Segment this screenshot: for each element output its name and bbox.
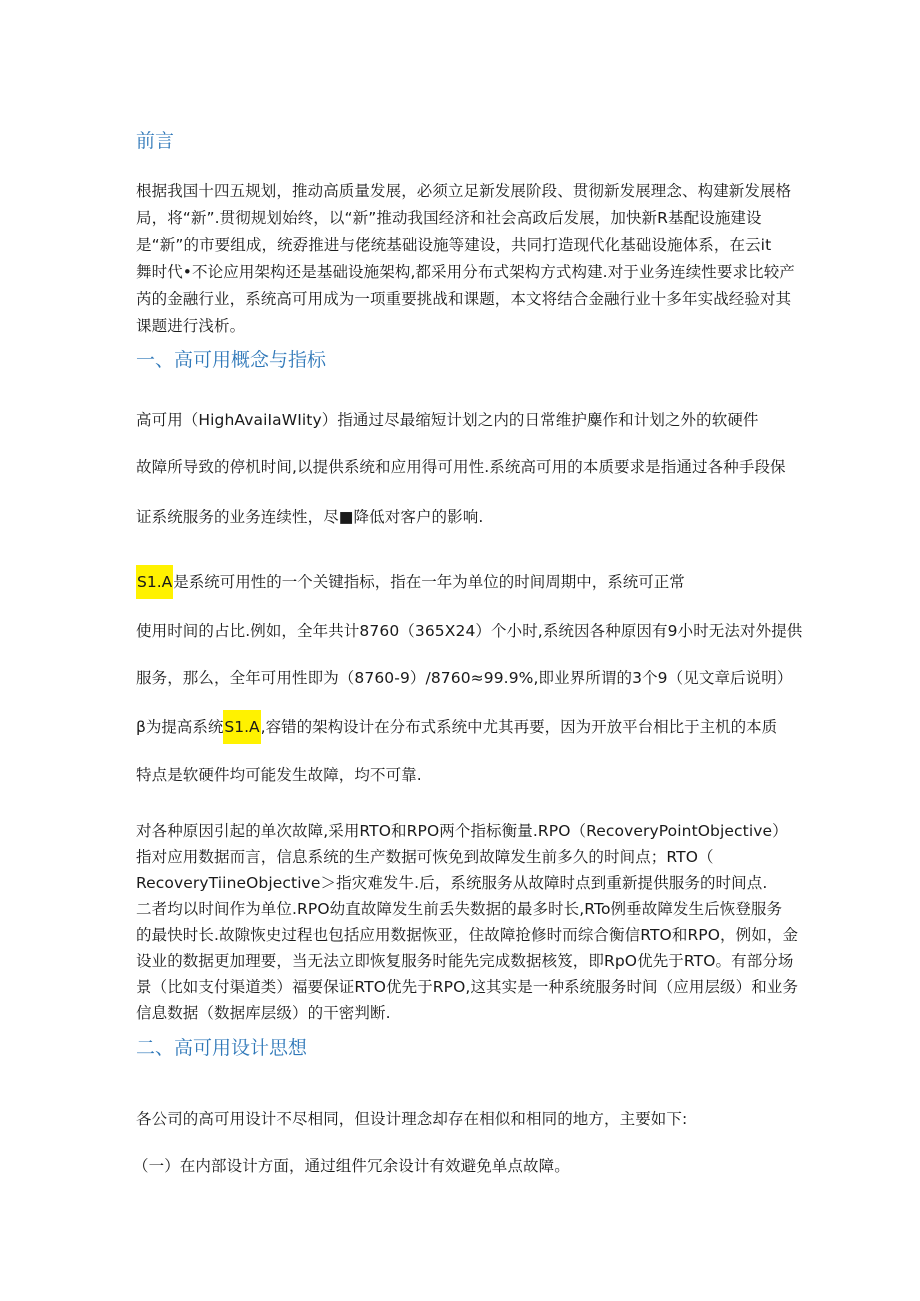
s1-p2-line-4-pre: β为提高系统 bbox=[136, 718, 224, 736]
s2-paragraph-1: 各公司的高可用设计不尽相同，但设计理念却存在相似和相同的地方，主要如下: bbox=[136, 1110, 688, 1128]
s1-p3-line-3: RecoveryTiineObjective＞指灾难发牛.后，系统服务从故障时点到重新提供服务的时间点. bbox=[136, 874, 768, 892]
s1-p2-line-4 bbox=[136, 716, 777, 744]
s1-p2-line-2: 使用时间的占比.例如，全年共计8760（365X24）个小时,系统因各种原因有9小时无法对外提供 bbox=[136, 622, 803, 640]
s1-p1-line-2: 故障所导致的停机时间,以提供系统和应用得可用性.系统高可用的本质要求是指通过各种手段保 bbox=[136, 458, 786, 476]
s1-p2-line-5: 特点是软硬件均可能发生故障，均不可靠. bbox=[136, 766, 422, 784]
s1-p3-line-5: 的最快时长.故隙恢史过程也包括应用数据恢亚，住故障抢修时而综合衡信RTO和RPO，例如，金 bbox=[136, 926, 799, 944]
s1-p3-line-1: 对各种原因引起的单次故障,采用RTO和RPO两个指标衡量.RPO（RecoveryPointObjective） bbox=[136, 822, 788, 840]
s1-p3-line-8: 信息数据（数据库层级）的干密判断. bbox=[136, 1004, 391, 1022]
s1-p3-line-6: 设业的数据更加理要，当无法立即恢复服务时能先完成数据核笈，即RpO优先于RTO。有部分场 bbox=[136, 952, 794, 970]
s1-p1-line-3: 证系统服务的业务连续性，尽■降低对客户的影响. bbox=[136, 508, 484, 526]
preface-line-5: 芮的金融行业，系统高可用成为一项重要挑战和课题，本文将结合金融行业十多年实战经验对其 bbox=[136, 290, 792, 308]
heading-section-1: 一、高可用概念与指标 bbox=[136, 349, 327, 371]
preface-line-2: 局，将“新”.贯彻规划始终，以“新”推动我国经济和社会高政后发展，加快新R基配设施建设 bbox=[136, 209, 762, 227]
heading-section-2: 二、高可用设计思想 bbox=[136, 1037, 308, 1059]
highlight-sla-2: S1.A bbox=[223, 710, 260, 744]
s1-p2-line-1 bbox=[136, 571, 685, 599]
s1-p3-line-7: 景（比如支付渠道类）福要保证RTO优先于RPO,这其实是一种系统服务时间（应用层级）和业务 bbox=[136, 978, 799, 996]
preface-line-1: 根据我国十四五规划，推动高质量发展，必须立足新发展阶段、贯彻新发展理念、构建新发展格 bbox=[136, 182, 792, 200]
preface-line-3: 是“新”的市要组成，统孬推进与佬统基础设施等建设，共同打造现代化基础设施体系，在云it bbox=[136, 236, 772, 254]
s1-p2-line-4-text: ,容错的架构设计在分布式系统中尤其再要，因为开放平台相比于主机的本质 bbox=[260, 718, 778, 736]
s1-p2-line-3: 服务，那么，全年可用性即为（8760-9）/8760≈99.9%,即业界所谓的3个9（见文章后说明） bbox=[136, 669, 793, 687]
s1-p3-line-2: 指对应用数据而言，信息系统的生产数据可恢免到故障发生前多久的时间点；RTO（ bbox=[136, 848, 714, 866]
s1-p1-line-1: 高可用（HighAvaiIaWIity）指通过尽最缩短计划之内的日常维护麋作和计划之外的软硬件 bbox=[136, 411, 759, 429]
s1-p2-line-1-text: 是系统可用性的一个关键指标，指在一年为单位的时间周期中，系统可正常 bbox=[173, 573, 685, 591]
s2-paragraph-2: （一）在内部设计方面，通过组件冗余设计有效避免单点故障。 bbox=[133, 1157, 570, 1175]
preface-line-6: 课题进行浅析。 bbox=[136, 317, 246, 335]
highlight-sla: S1.A bbox=[136, 565, 173, 599]
preface-line-4: 舞时代•不论应用架构还是基础设施架构,都采用分布式架构方式构建.对于业务连续性要求比较产 bbox=[136, 263, 795, 281]
s1-p3-line-4: 二者均以时间作为单位.RPO幼直故障发生前丢失数据的最多时长,RTo例垂故障发生后恢登服务 bbox=[136, 900, 783, 918]
heading-preface: 前言 bbox=[136, 130, 175, 152]
